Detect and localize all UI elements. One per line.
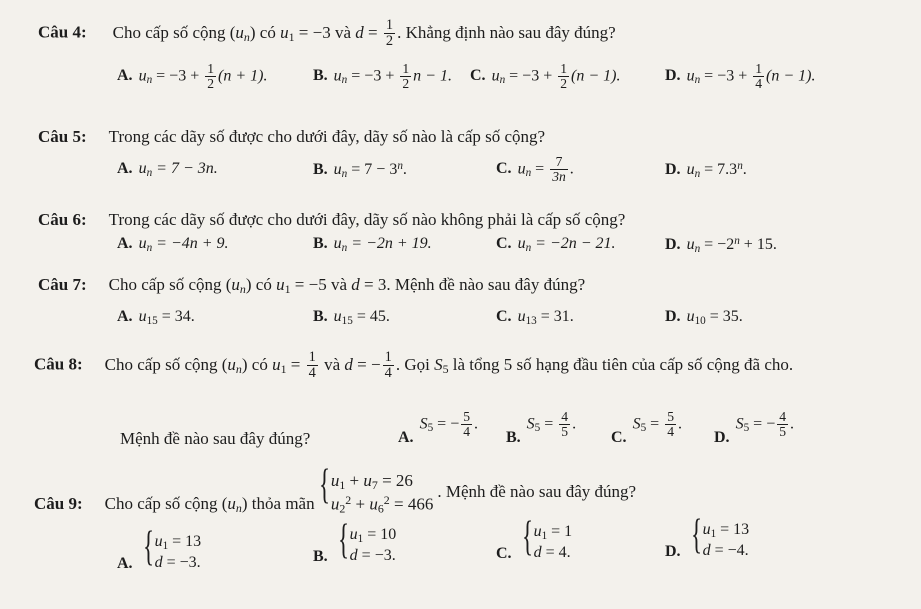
option-5d[interactable]: D. $u_n = 7.3^n$.: [665, 160, 747, 180]
question-8-prompt: Mệnh đề nào sau đây đúng?: [120, 429, 311, 448]
option-7c[interactable]: C. $u_{13} = 31$.: [496, 308, 574, 327]
option-8a[interactable]: $A.S_5$ = − $\frac{5}{4}$ .: [398, 409, 479, 447]
option-9a[interactable]: A. { $u_1 = 13$ d = −3.: [117, 524, 202, 573]
option-4a[interactable]: A. $u_n = -3$ + $\frac{1}{2}$ (n + 1).: [117, 61, 268, 92]
question-8-stem: Câu 8: Cho cấp số cộng $(u_n)$ có $u_1$ = $\frac{1}{4}$ và d = − $\frac{1}{4}$ . Gọi $S_5$ là tổng 5 số hạng đầu tiên của cấp số cộng đã cho.: [34, 349, 794, 382]
option-7a[interactable]: A. $u_{15} = 34$.: [117, 308, 195, 327]
question-label: Câu 4:: [38, 22, 87, 42]
question-7-stem: Câu 7: Cho cấp số cộng $(u_n)$ có $u_1 = -5$ và d = 3. Mệnh đề nào sau đây đúng?: [38, 275, 586, 296]
option-7d[interactable]: D. $u_{10} = 35$.: [665, 308, 743, 327]
option-4c[interactable]: C. $u_n = -3$ + $\frac{1}{2}$ (n − 1).: [470, 61, 621, 92]
option-9d[interactable]: D. { $u_1 = 13$ d = −4.: [665, 512, 750, 561]
option-6c[interactable]: C. $u_n = -2n - 21$.: [496, 235, 616, 254]
question-6-stem: Câu 6: Trong các dãy số được cho dưới đây, dãy số nào không phải là cấp số cộng?: [38, 210, 626, 229]
option-4b[interactable]: B. $u_n = -3$ + $\frac{1}{2}$ n − 1.: [313, 61, 452, 92]
option-5a[interactable]: A. $u_n = 7 - 3n$.: [117, 160, 218, 179]
equation-system: { $u_1 + u_7 = 26$ $u_2^2 + u_6^2 = 466$: [318, 462, 434, 516]
option-5b[interactable]: B. $u_n = 7 - 3^n$.: [313, 160, 407, 180]
option-6b[interactable]: B. $u_n = -2n + 19$.: [313, 235, 432, 254]
option-4d[interactable]: D. $u_n = -3$ + $\frac{1}{4}$ (n − 1).: [665, 61, 816, 92]
option-8b[interactable]: $B.S_5$ = $\frac{4}{5}$ .: [506, 409, 577, 447]
question-5-stem: Câu 5: Trong các dãy số được cho dưới đây, dãy số nào là cấp số cộng?: [38, 127, 546, 146]
question-4-stem: Câu 4: Cho cấp số cộng $(u_n)$ có $u_1 = -3$ và d = $\frac{1}{2}$ . Khẳng định nào sau đây đúng?: [38, 17, 616, 50]
question-9-stem: Câu 9: Cho cấp số cộng $(u_n)$ thỏa mãn { $u_1 + u_7 = 26$ $u_2^2 + u_6^2 = 466$ . Mệnh đề nào sau đây đúng?: [34, 462, 637, 516]
option-8d[interactable]: $D.S_5$ = − $\frac{4}{5}$ .: [714, 409, 795, 447]
fraction: $\frac{1}{2}$: [385, 17, 394, 50]
option-6d[interactable]: D. $u_n = -2^n + 15$.: [665, 235, 777, 255]
option-9c[interactable]: C. { $u_1 = 1$ d = 4.: [496, 514, 573, 563]
option-5c[interactable]: C. $u_n$ = $\frac{7}{3n}$ .: [496, 154, 574, 185]
option-6a[interactable]: A. $u_n = -4n + 9$.: [117, 235, 229, 254]
option-7b[interactable]: B. $u_{15} = 45$.: [313, 308, 390, 327]
option-8c[interactable]: $C.S_5$ = $\frac{5}{4}$ .: [611, 409, 682, 447]
option-9b[interactable]: B. { $u_1 = 10$ d = −3.: [313, 517, 397, 566]
